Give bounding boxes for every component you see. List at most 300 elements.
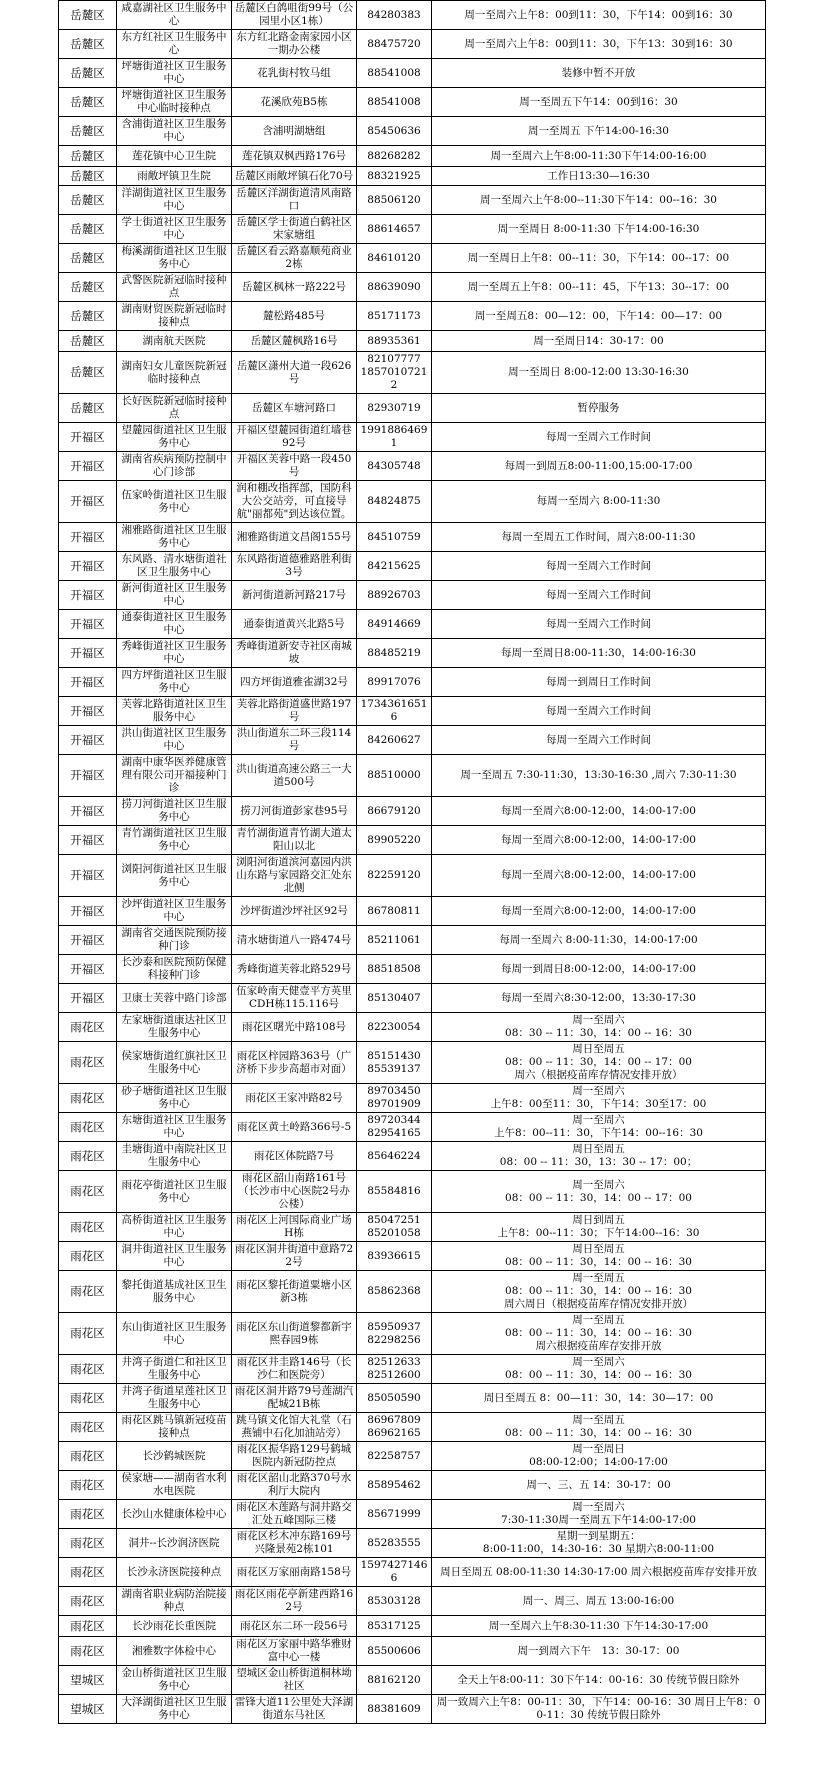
district-cell: 雨花区 (59, 1558, 117, 1587)
site-name-cell: 伍家岭街道社区卫生服务中心 (117, 481, 232, 523)
site-name-cell: 黎托街道基成社区卫生服务中心 (117, 1271, 232, 1313)
district-cell: 雨花区 (59, 1471, 117, 1500)
table-row (59, 1042, 766, 1084)
site-name-cell: 沙坪街道社区卫生服务中心 (117, 897, 232, 926)
site-name-cell: 坪塘街道社区卫生服务中心 (117, 59, 232, 88)
site-name-cell: 望麓园街道社区卫生服务中心 (117, 423, 232, 452)
hours-cell: 周日至周五 8：00—11：30，14：30—17：00 (432, 1384, 766, 1413)
site-name-cell: 东风路、清水塘街道社区卫生服务中心 (117, 552, 232, 581)
hours-cell: 周一至周五 下午14:00-16:30 (432, 117, 766, 146)
hours-cell: 每周一至周六 8:00-11:30，14:00-17:00 (432, 926, 766, 955)
district-cell: 开福区 (59, 826, 117, 855)
address-cell: 岳麓区麓枫路16号 (232, 331, 357, 352)
site-name-cell: 金山桥街道社区卫生服务中心 (117, 1666, 232, 1695)
table-row (59, 167, 766, 186)
phone-cell: 88485219 (357, 639, 432, 668)
hours-cell: 周一至周六上午8:30-11:30 下午14:30-17:00 (432, 1616, 766, 1637)
site-name-cell: 新河街道社区卫生服务中心 (117, 581, 232, 610)
table-row (59, 1, 766, 30)
site-name-cell: 秀峰街道社区卫生服务中心 (117, 639, 232, 668)
phone-cell: 85283555 (357, 1529, 432, 1558)
phone-cell: 85671999 (357, 1500, 432, 1529)
phone-cell: 84510759 (357, 523, 432, 552)
site-name-cell: 武警医院新冠临时接种点 (117, 273, 232, 302)
site-name-cell: 雨敞坪镇卫生院 (117, 167, 232, 186)
table-row (59, 1013, 766, 1042)
site-name-cell: 东塘街道社区卫生服务中心 (117, 1113, 232, 1142)
table-row (59, 897, 766, 926)
site-name-cell: 青竹湖街道社区卫生服务中心 (117, 826, 232, 855)
site-name-cell: 大泽湖街道社区卫生服务中心 (117, 1695, 232, 1724)
district-cell: 开福区 (59, 452, 117, 481)
phone-cell: 85862368 (357, 1271, 432, 1313)
site-name-cell: 湖南财贸医院新冠临时接种点 (117, 302, 232, 331)
address-cell: 四方坪街道雅雀湖32号 (232, 668, 357, 697)
site-name-cell: 侯家塘——湖南省水利水电医院 (117, 1471, 232, 1500)
table-row (59, 59, 766, 88)
site-name-cell: 咸嘉湖社区卫生服务中心 (117, 1, 232, 30)
phone-cell: 84305748 (357, 452, 432, 481)
address-cell: 雨花区井圭路146号（长沙仁和医院旁） (232, 1355, 357, 1384)
table-row (59, 1213, 766, 1242)
district-cell: 开福区 (59, 610, 117, 639)
address-cell: 岳麓区白鸽咀街99号（公园里小区1栋） (232, 1, 357, 30)
address-cell: 雨花区雨花亭新建西路162号 (232, 1587, 357, 1616)
phone-cell: 83936615 (357, 1242, 432, 1271)
address-cell: 含浦明湖塘组 (232, 117, 357, 146)
table-row (59, 352, 766, 394)
hours-cell: 周一至周日 8:00-12:00 13:30-16:30 (432, 352, 766, 394)
district-cell: 开福区 (59, 639, 117, 668)
hours-cell: 周一至周六 上午8：00至11：30，下午14：30至17：00 (432, 1084, 766, 1113)
address-cell: 秀峰街道新安寺社区南城坡 (232, 639, 357, 668)
site-name-cell: 捞刀河街道社区卫生服务中心 (117, 797, 232, 826)
district-cell: 雨花区 (59, 1013, 117, 1042)
district-cell: 雨花区 (59, 1113, 117, 1142)
table-row (59, 610, 766, 639)
phone-cell: 82107777 18570107212 (357, 352, 432, 394)
district-cell: 岳麓区 (59, 352, 117, 394)
address-cell: 雨花区万家丽南路158号 (232, 1558, 357, 1587)
site-name-cell: 含浦街道社区卫生服务中心 (117, 117, 232, 146)
district-cell: 雨花区 (59, 1142, 117, 1171)
table-row (59, 1413, 766, 1442)
table-row (59, 1695, 766, 1724)
district-cell: 开福区 (59, 423, 117, 452)
address-cell: 雨花区韶山北路370号水利厅大院内 (232, 1471, 357, 1500)
district-cell: 雨花区 (59, 1171, 117, 1213)
phone-cell: 88162120 (357, 1666, 432, 1695)
hours-cell: 工作日13:30—16:30 (432, 167, 766, 186)
district-cell: 雨花区 (59, 1084, 117, 1113)
phone-cell: 86967809 86962165 (357, 1413, 432, 1442)
table-row (59, 1242, 766, 1271)
hours-cell: 全天上午8:00-11：30下午14：00-16：30 传统节假日除外 (432, 1666, 766, 1695)
hours-cell: 周一致周六上午8：00-11：30，下午14：00-16：30 周日上午8：00-11：30 传统节假日除外 (432, 1695, 766, 1724)
district-cell: 雨花区 (59, 1529, 117, 1558)
table-row (59, 984, 766, 1013)
table-row (59, 581, 766, 610)
district-cell: 岳麓区 (59, 30, 117, 59)
hours-cell: 周一至周日上午8：00--11：30，下午14：00--17：00 (432, 244, 766, 273)
hours-cell: 周一到周六下午 13：30-17：00 (432, 1637, 766, 1666)
table-row (59, 1471, 766, 1500)
address-cell: 洪山街道高速公路三一大道500号 (232, 755, 357, 797)
site-name-cell: 洞井街道社区卫生服务中心 (117, 1242, 232, 1271)
site-name-cell: 四方坪街道社区卫生服务中心 (117, 668, 232, 697)
table-row (59, 1637, 766, 1666)
phone-cell: 88926703 (357, 581, 432, 610)
district-cell: 雨花区 (59, 1637, 117, 1666)
phone-cell: 88475720 (357, 30, 432, 59)
address-cell: 东风路街道德雅路胜利街3号 (232, 552, 357, 581)
district-cell: 开福区 (59, 523, 117, 552)
hours-cell: 每周一至周六工作时间 (432, 697, 766, 726)
hours-cell: 周一至周六 7:30-11:30周一至周五下午14:00-17:00 (432, 1500, 766, 1529)
phone-cell: 82258757 (357, 1442, 432, 1471)
address-cell: 伍家岭南天健壹平方英里CDH栋115.116号 (232, 984, 357, 1013)
address-cell: 雨花区振华路129号鹤城医院内新冠防控点 (232, 1442, 357, 1471)
site-name-cell: 长沙山水健康体检中心 (117, 1500, 232, 1529)
address-cell: 通泰街道黄兴北路5号 (232, 610, 357, 639)
address-cell: 开福区望麓园街道红墙巷92号 (232, 423, 357, 452)
phone-cell: 82930719 (357, 394, 432, 423)
table-row (59, 1271, 766, 1313)
phone-cell: 82512633 82512600 (357, 1355, 432, 1384)
site-name-cell: 雨花区跳马镇新冠疫苗接种点 (117, 1413, 232, 1442)
phone-cell: 15974271466 (357, 1558, 432, 1587)
address-cell: 花溪欣苑B5栋 (232, 88, 357, 117)
phone-cell: 85151430 85539137 (357, 1042, 432, 1084)
district-cell: 岳麓区 (59, 167, 117, 186)
table-row (59, 481, 766, 523)
table-row (59, 668, 766, 697)
address-cell: 雨花区东山街道黎都新宇熙春园9栋 (232, 1313, 357, 1355)
site-name-cell: 湖南中康华医养健康管理有限公司开福接种门诊 (117, 755, 232, 797)
hours-cell: 周日到周五 上午8：00--11：30；下午14:00--16：30 (432, 1213, 766, 1242)
hours-cell: 周一、周三、周五 13:00-16:00 (432, 1587, 766, 1616)
district-cell: 望城区 (59, 1666, 117, 1695)
phone-cell: 89720344 82954165 (357, 1113, 432, 1142)
district-cell: 雨花区 (59, 1616, 117, 1637)
phone-cell: 88614657 (357, 215, 432, 244)
district-cell: 开福区 (59, 755, 117, 797)
site-name-cell: 东山街道社区卫生服务中心 (117, 1313, 232, 1355)
district-cell: 岳麓区 (59, 1, 117, 30)
phone-cell: 88268282 (357, 146, 432, 167)
hours-cell: 周一至周五 08：00 -- 11：30，14：00 -- 16：30 周六周日（根据疫苗库存情况安排开放） (432, 1271, 766, 1313)
phone-cell: 85047251 85201058 (357, 1213, 432, 1242)
site-name-cell: 井湾子街道星莲社区卫生服务中心 (117, 1384, 232, 1413)
address-cell: 雨花区体院路7号 (232, 1142, 357, 1171)
address-cell: 雨花区洞井街道中意路722号 (232, 1242, 357, 1271)
site-name-cell: 洋湖街道社区卫生服务中心 (117, 186, 232, 215)
table-row (59, 926, 766, 955)
phone-cell: 85171173 (357, 302, 432, 331)
site-name-cell: 长沙鹤城医院 (117, 1442, 232, 1471)
hours-cell: 周一至周六上午8:00--11:30下午14：00--16：30 (432, 186, 766, 215)
district-cell: 望城区 (59, 1695, 117, 1724)
table-row (59, 1558, 766, 1587)
address-cell: 雨花区王家冲路82号 (232, 1084, 357, 1113)
hours-cell: 周一至周五上午8：00--11：45，下午13：30--17：00 (432, 273, 766, 302)
hours-cell: 周日至周五 08：00 -- 11：30，14：00 -- 17：00 周六（根据疫苗库存情况安排开放） (432, 1042, 766, 1084)
address-cell: 雨花区木莲路与洞井路交汇处五峰国际三楼 (232, 1500, 357, 1529)
district-cell: 雨花区 (59, 1271, 117, 1313)
phone-cell: 19918864691 (357, 423, 432, 452)
address-cell: 新河街道新河路217号 (232, 581, 357, 610)
phone-cell: 84260627 (357, 726, 432, 755)
hours-cell: 周一至周五下午14：00到16：30 (432, 88, 766, 117)
table-row (59, 1587, 766, 1616)
address-cell: 岳麓区枫林一路222号 (232, 273, 357, 302)
site-name-cell: 湖南妇女儿童医院新冠临时接种点 (117, 352, 232, 394)
table-row (59, 826, 766, 855)
district-cell: 开福区 (59, 697, 117, 726)
table-row (59, 1113, 766, 1142)
address-cell: 捞刀河街道彭家巷95号 (232, 797, 357, 826)
hours-cell: 每周一至周六8:00-12:00，14:00-17:00 (432, 855, 766, 897)
site-name-cell: 雨花亭街道社区卫生服务中心 (117, 1171, 232, 1213)
address-cell: 润和棚改指挥部，国防科大公交站旁，可直接导航"丽都苑"到达该位置。 (232, 481, 357, 523)
site-name-cell: 坪塘街道社区卫生服务中心临时接种点 (117, 88, 232, 117)
address-cell: 东方红北路金南家园小区一期办公楼 (232, 30, 357, 59)
district-cell: 雨花区 (59, 1355, 117, 1384)
district-cell: 岳麓区 (59, 302, 117, 331)
phone-cell: 89905220 (357, 826, 432, 855)
hours-cell: 每周一至周六8:00-12:00，14:00-17:00 (432, 797, 766, 826)
table-row (59, 1529, 766, 1558)
hours-cell: 每周一至周五工作时间，周六8:00-11:30 (432, 523, 766, 552)
hours-cell: 周日至周五 08:00-11:30 14:30-17:00 周六根据疫苗库存安排开放 (432, 1558, 766, 1587)
table-row (59, 331, 766, 352)
hours-cell: 每周一至周六工作时间 (432, 581, 766, 610)
address-cell: 雨花区杉木冲东路169号兴隆景苑2栋101 (232, 1529, 357, 1558)
phone-cell: 85584816 (357, 1171, 432, 1213)
phone-cell: 88321925 (357, 167, 432, 186)
table-row (59, 146, 766, 167)
phone-cell: 88518508 (357, 955, 432, 984)
district-cell: 雨花区 (59, 1587, 117, 1616)
phone-cell: 85130407 (357, 984, 432, 1013)
hours-cell: 周一至周六 08：00 -- 11：30，14：00 -- 17：00 (432, 1171, 766, 1213)
table-row (59, 30, 766, 59)
district-cell: 雨花区 (59, 1442, 117, 1471)
site-name-cell: 湘雅路街道社区卫生服务中心 (117, 523, 232, 552)
site-name-cell: 长沙雨花长重医院 (117, 1616, 232, 1637)
site-name-cell: 卫康士芙蓉中路门诊部 (117, 984, 232, 1013)
table-row (59, 1142, 766, 1171)
phone-cell: 88541008 (357, 88, 432, 117)
table-row (59, 302, 766, 331)
district-cell: 开福区 (59, 481, 117, 523)
table-row (59, 394, 766, 423)
district-cell: 雨花区 (59, 1500, 117, 1529)
site-name-cell: 通泰街道社区卫生服务中心 (117, 610, 232, 639)
district-cell: 开福区 (59, 926, 117, 955)
hours-cell: 周一至周日 8:00-11:30 下午14:00-16:30 (432, 215, 766, 244)
hours-cell: 周一至周五8：00—12：00，下午14：00—17：00 (432, 302, 766, 331)
district-cell: 雨花区 (59, 1384, 117, 1413)
address-cell: 岳麓区雨敞坪镇石化70号 (232, 167, 357, 186)
site-name-cell: 湖南航天医院 (117, 331, 232, 352)
phone-cell: 88541008 (357, 59, 432, 88)
table-row (59, 1442, 766, 1471)
hours-cell: 周一至周五 08：00 -- 11：30，14：00 -- 16：30 (432, 1413, 766, 1442)
site-name-cell: 左家塘街道康达社区卫生服务中心 (117, 1013, 232, 1042)
site-name-cell: 学士街道社区卫生服务中心 (117, 215, 232, 244)
phone-cell: 84610120 (357, 244, 432, 273)
table-row (59, 244, 766, 273)
phone-cell: 88510000 (357, 755, 432, 797)
hours-cell: 周一至周六上午8：00到11：30，下午13：30到16：30 (432, 30, 766, 59)
phone-cell: 88639090 (357, 273, 432, 302)
table-row (59, 423, 766, 452)
table-row (59, 523, 766, 552)
site-name-cell: 湖南省交通医院预防接种门诊 (117, 926, 232, 955)
table-row (59, 1616, 766, 1637)
district-cell: 雨花区 (59, 1242, 117, 1271)
district-cell: 开福区 (59, 984, 117, 1013)
address-cell: 岳麓区看云路嘉顺苑商业2栋 (232, 244, 357, 273)
site-name-cell: 湖南省职业病防治院接种点 (117, 1587, 232, 1616)
table-row (59, 697, 766, 726)
district-cell: 岳麓区 (59, 88, 117, 117)
address-cell: 开福区芙蓉中路一段450号 (232, 452, 357, 481)
address-cell: 望城区金山桥街道桐林坳社区 (232, 1666, 357, 1695)
district-cell: 开福区 (59, 855, 117, 897)
table-row (59, 452, 766, 481)
address-cell: 沙坪街道沙坪社区92号 (232, 897, 357, 926)
hours-cell: 周一、三、五 14：30-17：00 (432, 1471, 766, 1500)
table-row (59, 273, 766, 302)
phone-cell: 85895462 (357, 1471, 432, 1500)
hours-cell: 周一至周六上午8:00-11:30下午14:00-16:00 (432, 146, 766, 167)
address-cell: 青竹湖街道青竹湖大道太阳山以北 (232, 826, 357, 855)
district-cell: 开福区 (59, 581, 117, 610)
phone-cell: 85500606 (357, 1637, 432, 1666)
hours-cell: 每周一至周六 8:00-11:30 (432, 481, 766, 523)
address-cell: 岳麓区洋湖街道清风南路口 (232, 186, 357, 215)
site-name-cell: 浏阳河街道社区卫生服务中心 (117, 855, 232, 897)
hours-cell: 每周一至周六8:00-12:00，14:00-17:00 (432, 897, 766, 926)
address-cell: 雨花区韶山南路161号（长沙市中心医院2号办公楼） (232, 1171, 357, 1213)
district-cell: 岳麓区 (59, 331, 117, 352)
phone-cell: 85950937 82298256 (357, 1313, 432, 1355)
hours-cell: 每周一至周六8:30-12:00，13:30-17:30 (432, 984, 766, 1013)
table-row (59, 1500, 766, 1529)
address-cell: 雷锋大道11公里处大泽湖街道东马社区 (232, 1695, 357, 1724)
site-name-cell: 东方红社区卫生服务中心 (117, 30, 232, 59)
site-name-cell: 芙蓉北路街道社区卫生服务中心 (117, 697, 232, 726)
vaccination-site-table (58, 0, 766, 1724)
phone-cell: 85317125 (357, 1616, 432, 1637)
phone-cell: 17343616516 (357, 697, 432, 726)
hours-cell: 暂停服务 (432, 394, 766, 423)
site-name-cell: 湖南省疾病预防控制中心门诊部 (117, 452, 232, 481)
address-cell: 跳马镇文化馆大礼堂（石燕铺中石化加油站旁） (232, 1413, 357, 1442)
district-cell: 开福区 (59, 552, 117, 581)
hours-cell: 每周一至周六工作时间 (432, 423, 766, 452)
hours-cell: 每周一到周日8:00-12:00，14:00-17:00 (432, 955, 766, 984)
table-row (59, 797, 766, 826)
hours-cell: 周日至周五 08：00 -- 11：30，13：30 -- 17：00； (432, 1142, 766, 1171)
table-row (59, 186, 766, 215)
hours-cell: 每周一到周日工作时间 (432, 668, 766, 697)
table-row (59, 117, 766, 146)
address-cell: 花乳街村牧马组 (232, 59, 357, 88)
site-name-cell: 洞井--长沙润济医院 (117, 1529, 232, 1558)
address-cell: 湘雅路街道文昌阁155号 (232, 523, 357, 552)
phone-cell: 84914669 (357, 610, 432, 639)
table-row (59, 726, 766, 755)
hours-cell: 每周一至周六8:00-12:00，14:00-17:00 (432, 826, 766, 855)
address-cell: 雨花区上河国际商业广场H栋 (232, 1213, 357, 1242)
phone-cell: 88935361 (357, 331, 432, 352)
table-row (59, 552, 766, 581)
district-cell: 岳麓区 (59, 146, 117, 167)
table-row (59, 1666, 766, 1695)
hours-cell: 周一至周五 08：00 -- 11：30，14：00 -- 16：30 周六根据疫苗库存安排开放 (432, 1313, 766, 1355)
hours-cell: 每周一至周日8:00-11:30，14:00-16:30 (432, 639, 766, 668)
address-cell: 洪山街道东二环三段114号 (232, 726, 357, 755)
hours-cell: 周一至周日 08:00-12:00；14:00-17:00 (432, 1442, 766, 1471)
district-cell: 雨花区 (59, 1313, 117, 1355)
table-row (59, 88, 766, 117)
district-cell: 开福区 (59, 797, 117, 826)
phone-cell: 85050590 (357, 1384, 432, 1413)
district-cell: 岳麓区 (59, 394, 117, 423)
phone-cell: 84215625 (357, 552, 432, 581)
address-cell: 秀峰街道芙蓉北路529号 (232, 955, 357, 984)
phone-cell: 89703450 89701909 (357, 1084, 432, 1113)
phone-cell: 86780811 (357, 897, 432, 926)
table-row (59, 639, 766, 668)
phone-cell: 88506120 (357, 186, 432, 215)
address-cell: 雨花区万家丽中路华雅财富中心一楼 (232, 1637, 357, 1666)
site-name-cell: 高桥街道社区卫生服务中心 (117, 1213, 232, 1242)
phone-cell: 85211061 (357, 926, 432, 955)
phone-cell: 85450636 (357, 117, 432, 146)
address-cell: 岳麓区车塘河路口 (232, 394, 357, 423)
address-cell: 雨花区黎托街道粟塘小区新3栋 (232, 1271, 357, 1313)
site-name-cell: 长沙泰和医院预防保健科接种门诊 (117, 955, 232, 984)
address-cell: 岳麓区潇州大道一段626号 (232, 352, 357, 394)
site-name-cell: 圭塘街道中南院社区卫生服务中心 (117, 1142, 232, 1171)
address-cell: 雨花区黄土岭路366号-5 (232, 1113, 357, 1142)
hours-cell: 每周一至周六工作时间 (432, 552, 766, 581)
hours-cell: 每周一至周六工作时间 (432, 726, 766, 755)
table-row (59, 1384, 766, 1413)
phone-cell: 88381609 (357, 1695, 432, 1724)
address-cell: 雨花区东二环一段56号 (232, 1616, 357, 1637)
site-name-cell: 井湾子街道仁和社区卫生服务中心 (117, 1355, 232, 1384)
address-cell: 芙蓉北路街道盛世路197号 (232, 697, 357, 726)
phone-cell: 85646224 (357, 1142, 432, 1171)
hours-cell: 每周一至周六工作时间 (432, 610, 766, 639)
site-name-cell: 湘雅数字体检中心 (117, 1637, 232, 1666)
district-cell: 岳麓区 (59, 244, 117, 273)
site-name-cell: 莲花镇中心卫生院 (117, 146, 232, 167)
phone-cell: 84824875 (357, 481, 432, 523)
district-cell: 岳麓区 (59, 215, 117, 244)
site-name-cell: 洪山街道社区卫生服务中心 (117, 726, 232, 755)
table-row (59, 1084, 766, 1113)
table-row (59, 1313, 766, 1355)
district-cell: 开福区 (59, 668, 117, 697)
district-cell: 雨花区 (59, 1413, 117, 1442)
table-row (59, 855, 766, 897)
